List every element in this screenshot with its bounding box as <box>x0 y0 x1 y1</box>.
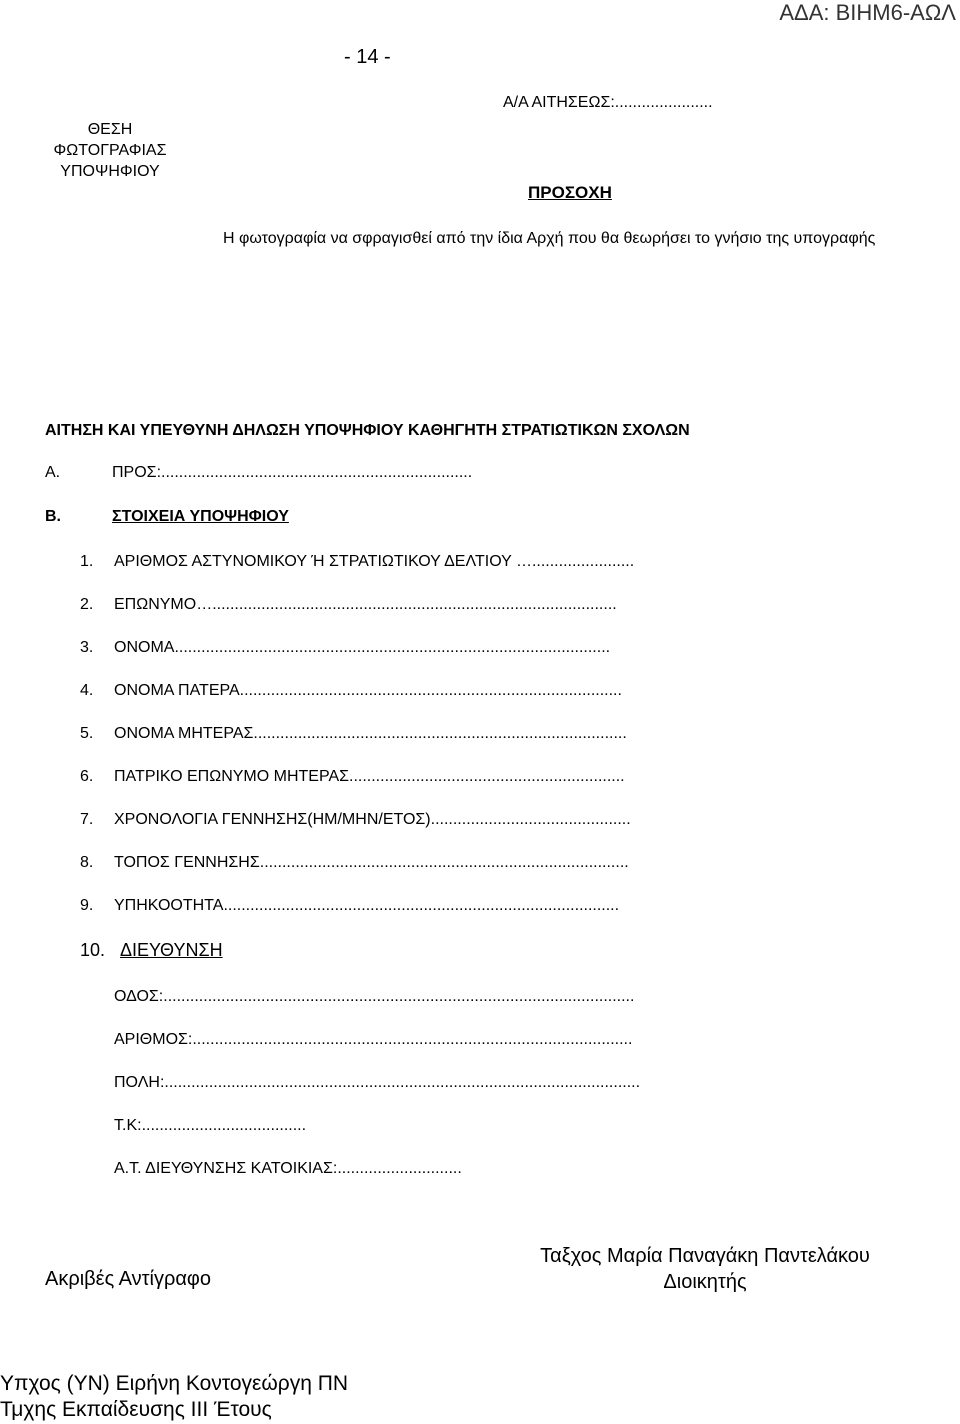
photo-label-line3: ΥΠΟΨΗΦΙΟΥ <box>60 163 160 180</box>
field-text: ΟΝΟΜΑ ΠΑΤΕΡΑ...................................................................................... <box>114 682 622 699</box>
certified-copy: Ακριβές Αντίγραφο <box>45 1268 212 1290</box>
form-title: ΑΙΤΗΣΗ ΚΑΙ ΥΠΕΥΘΥΝΗ ΔΗΛΩΣΗ ΥΠΟΨΗΦΙΟΥ ΚΑΘΗΓΗΤΗ ΣΤΡΑΤΙΩΤΙΚΩΝ ΣΧΟΛΩΝ <box>45 422 690 439</box>
field-number: 4. <box>80 682 94 699</box>
field-number: 1. <box>80 553 94 570</box>
address-postcode: Τ.Κ:..................................... <box>114 1117 307 1134</box>
field-number: 3. <box>80 639 94 656</box>
address-city: ΠΟΛΗ:........................................................................................................... <box>114 1074 641 1091</box>
page-number: - 14 - <box>344 46 391 68</box>
field-text: ΟΝΟΜΑ ΜΗΤΕΡΑΣ.................................................................................... <box>114 725 627 742</box>
address-police-dept: Α.Τ. ΔΙΕΥΘΥΝΣΗΣ ΚΑΤΟΙΚΙΑΣ:............................ <box>114 1160 462 1177</box>
signer-name: Ταξχος Μαρία Παναγάκη Παντελάκου <box>540 1245 870 1267</box>
address-title: ΔΙΕΥΘΥΝΣΗ <box>120 940 223 960</box>
signer-role: Διοικητής <box>663 1271 747 1293</box>
photo-label-line2: ΦΩΤΟΓΡΑΦΙΑΣ <box>53 142 167 159</box>
address-number: 10. <box>80 940 106 960</box>
notice-text: Η φωτογραφία να σφραγισθεί από την ίδια Αρχή που θα θεωρήσει το γνήσιο της υπογραφής <box>223 230 876 247</box>
ada-code: ΑΔΑ: ΒΙΗΜ6-ΑΩΛ <box>779 0 956 25</box>
field-number: 8. <box>80 854 94 871</box>
field-text: ΥΠΗΚΟΟΤΗΤΑ......................................................................................... <box>114 897 620 914</box>
notice-heading: ΠΡΟΣΟΧΗ <box>528 183 612 202</box>
footer-line2: Τμχης Εκπαίδευσης ΙΙΙ Έτους <box>0 1398 272 1421</box>
photo-placeholder <box>40 119 180 182</box>
section-b-text: ΣΤΟΙΧΕΙΑ ΥΠΟΨΗΦΙΟΥ <box>112 508 289 525</box>
field-number: 5. <box>80 725 94 742</box>
field-number: 9. <box>80 897 94 914</box>
application-number: Α/Α ΑΙΤΗΣΕΩΣ:...................... <box>503 94 713 111</box>
address-street-number: ΑΡΙΘΜΟΣ:................................................................................................... <box>114 1031 633 1048</box>
field-text: ΤΟΠΟΣ ΓΕΝΝΗΣΗΣ................................................................................... <box>114 854 629 871</box>
section-a-text: ΠΡΟΣ:...................................................................... <box>112 464 473 481</box>
field-text: ΑΡΙΘΜΟΣ ΑΣΤΥΝΟΜΙΚΟΥ Ή ΣΤΡΑΤΙΩΤΙΚΟΥ ΔΕΛΤΙΟΥ …....................... <box>114 553 635 570</box>
field-text: ΠΑΤΡΙΚΟ ΕΠΩΝΥΜΟ ΜΗΤΕΡΑΣ.............................................................. <box>114 768 625 785</box>
section-b-label: Β. <box>45 508 61 525</box>
signature-block <box>470 1243 940 1295</box>
field-number: 7. <box>80 811 94 828</box>
field-text: ΧΡΟΝΟΛΟΓΙΑ ΓΕΝΝΗΣΗΣ(ΗΜ/ΜΗΝ/ΕΤΟΣ)............................................. <box>114 811 631 828</box>
field-number: 2. <box>80 596 94 613</box>
field-text: ΟΝΟΜΑ.................................................................................................. <box>114 639 611 656</box>
field-text: ΕΠΩΝΥΜΟ…........................................................................................... <box>114 596 617 613</box>
address-street: ΟΔΟΣ:.......................................................................................................... <box>114 988 635 1005</box>
section-a-label: Α. <box>45 464 61 481</box>
footer-line1: Υπχος (ΥΝ) Ειρήνη Κοντογεώργη ΠΝ <box>0 1372 349 1395</box>
field-number: 6. <box>80 768 94 785</box>
photo-label-line1: ΘΕΣΗ <box>87 121 133 138</box>
